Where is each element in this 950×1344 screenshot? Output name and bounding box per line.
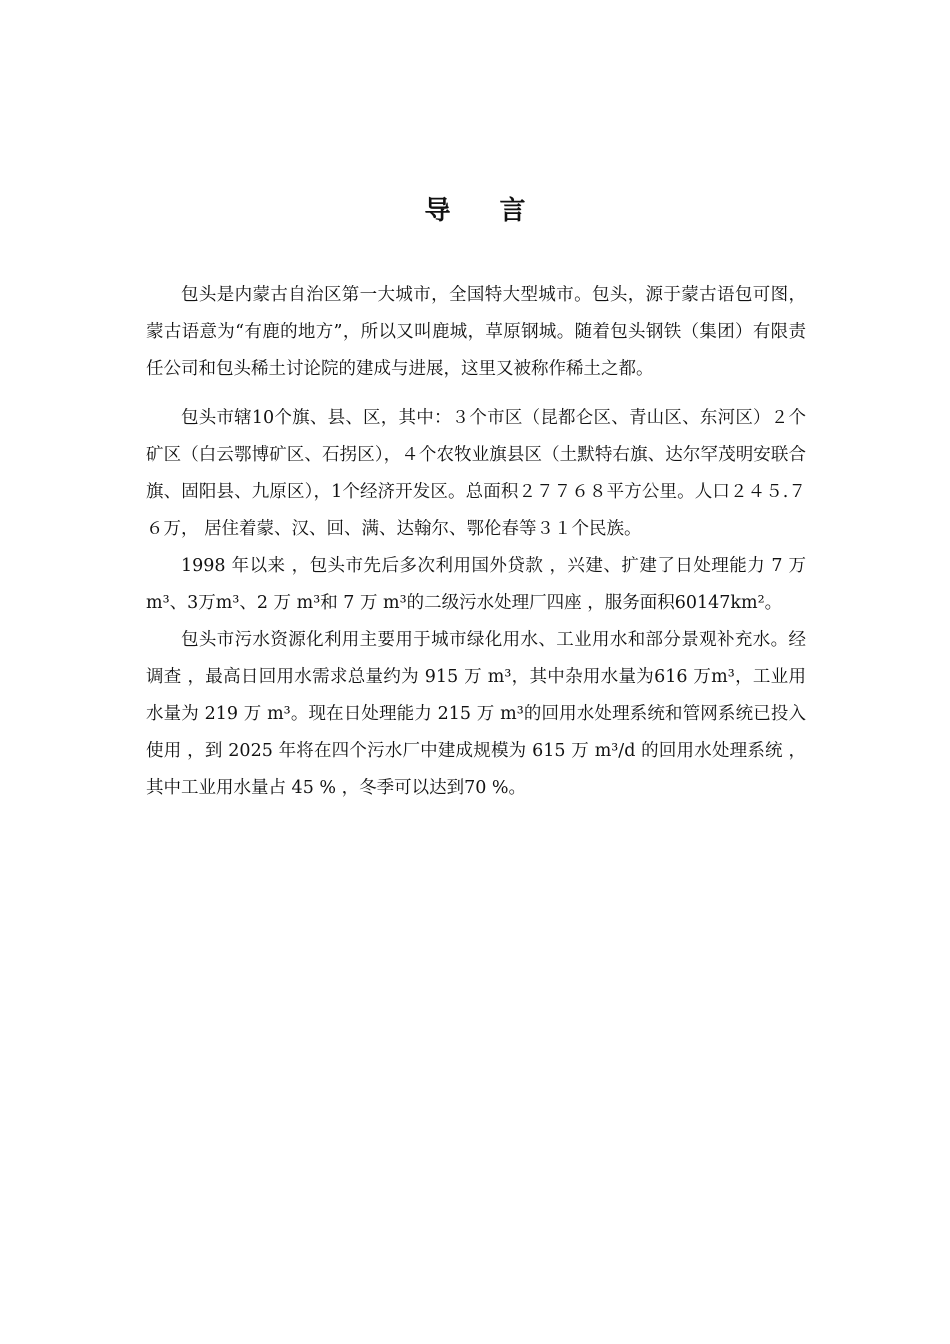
- document-body: [146, 277, 806, 807]
- page-title: 导 言: [424, 196, 546, 226]
- paragraph-water-reuse: 包头市污水资源化利用主要用于城市绿化用水、工业用水和部分景观补充水。经调查 ，最高日回用水需求总量约为 915 万 m³，其中杂用水量为616 万m³，工业用水量为 219 万 m³。现在日处理能力 215 万 m³的回用水处理系统和管网系统已投入使用 ，到 2025 年将在四个污水厂中建成规模为 615 万 m³/d 的回用水处理系统 ，其中工业用水量占 45 % ，冬季可以达到70 %。: [146, 630, 806, 798]
- paragraph-districts: 包头市辖10个旗、县、区，其中：３个市区（昆都仑区、青山区、东河区）２个矿区（白云鄂博矿区、石拐区），４个农牧业旗县区（土默特右旗、达尔罕茂明安联合旗、固阳县、九原区），1个经济开发区。总面积２７７６８平方公里。人口２４５.７６万， 居住着蒙、汉、回、满、达翰尔、鄂伦春等３１个民族。: [146, 408, 806, 539]
- paragraph-intro: 包头是内蒙古自治区第一大城市，全国特大型城市。包头，源于蒙古语包可图，蒙古语意为“有鹿的地方”，所以又叫鹿城，草原钢城。随着包头钢铁（集团）有限责任公司和包头稀土讨论院的建成与进展，这里又被称作稀土之都。: [146, 285, 806, 379]
- paragraph-wastewater-plants: 1998 年以来 ，包头市先后多次利用国外贷款 ，兴建、扩建了日处理能力 7 万 m³、3万m³、2 万 m³和 7 万 m³的二级污水处理厂四座 ，服务面积60147km²。: [146, 556, 806, 613]
